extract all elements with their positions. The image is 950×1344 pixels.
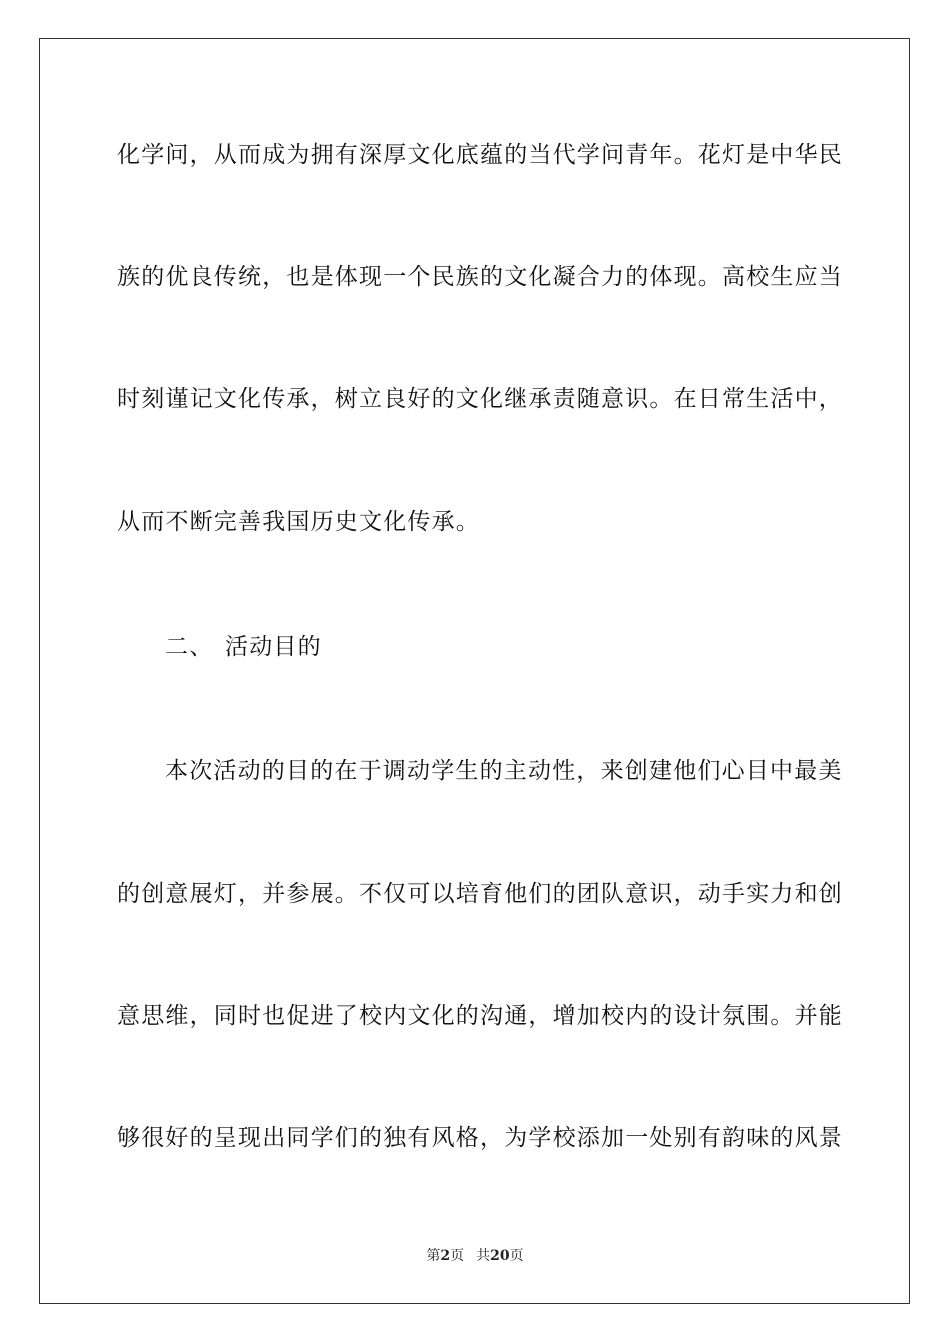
section-heading <box>165 632 881 662</box>
paragraph-line: 够很好的呈现出同学们的独有风格，为学校添加一处别有韵味的风景 <box>117 1125 843 1151</box>
paragraph-line: 意思维，同时也促进了校内文化的沟通，增加校内的设计氛围。并能 <box>117 1003 843 1029</box>
page-number: 2 <box>440 1248 451 1264</box>
page-suffix: 页 <box>450 1248 465 1264</box>
paragraph-line: 本次活动的目的在于调动学生的主动性，来创建他们心目中最美 <box>165 758 843 784</box>
page-border <box>39 38 910 1304</box>
total-prefix: 共 <box>476 1248 491 1264</box>
page-prefix: 第 <box>426 1248 441 1264</box>
section-title: 活动目的 <box>225 634 322 660</box>
paragraph-line: 的创意展灯，并参展。不仅可以培育他们的团队意识，动手实力和创 <box>117 881 843 907</box>
paragraph-line: 族的优良传统，也是体现一个民族的文化凝合力的体现。高校生应当 <box>117 264 843 290</box>
paragraph-line: 化学问，从而成为拥有深厚文化底蕴的当代学问青年。花灯是中华民 <box>117 142 843 168</box>
page-footer <box>0 1247 950 1265</box>
paragraph-line: 时刻谨记文化传承，树立良好的文化继承责随意识。在日常生活中， <box>117 386 843 412</box>
total-suffix: 页 <box>509 1248 524 1264</box>
total-pages: 20 <box>490 1248 510 1264</box>
section-number: 二、 <box>165 634 214 660</box>
paragraph-line: 从而不断完善我国历史文化传承。 <box>117 509 480 535</box>
